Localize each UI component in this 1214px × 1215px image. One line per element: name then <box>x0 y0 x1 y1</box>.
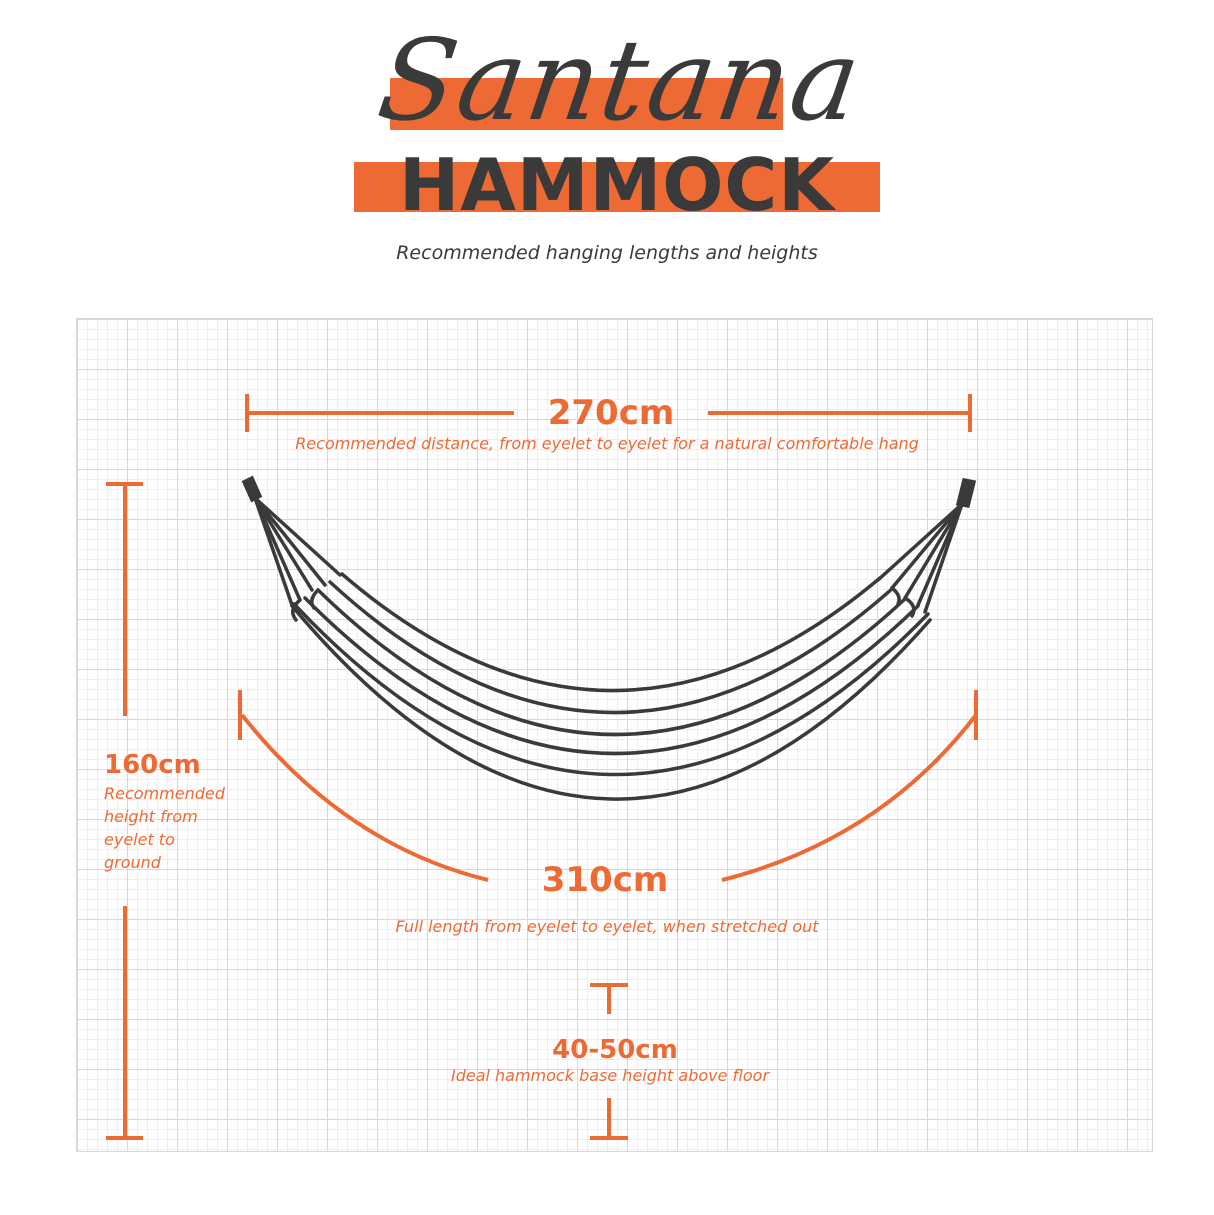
hanging-height-note-line: eyelet to <box>104 830 175 849</box>
hanging-height-note-line: height from <box>104 807 198 826</box>
base-height-value: 40-50cm <box>552 1035 678 1065</box>
eyelet-distance-note: Recommended distance, from eyelet to eyelet for a natural comfortable hang <box>295 434 919 453</box>
brand-block-title: HAMMOCK <box>398 143 836 227</box>
full-length-note: Full length from eyelet to eyelet, when stretched out <box>395 917 819 936</box>
page-subtitle: Recommended hanging lengths and heights <box>396 242 818 264</box>
hanging-height-note <box>104 782 264 874</box>
base-height-note: Ideal hammock base height above floor <box>450 1066 770 1085</box>
full-length-arc <box>240 690 976 880</box>
full-length-value: 310cm <box>541 860 669 900</box>
hammock-illustration <box>244 478 974 799</box>
hanging-height-note-line: Recommended <box>104 784 225 803</box>
brand-script-title: Santana <box>370 16 870 146</box>
left-eyelet-knot-icon <box>244 478 260 500</box>
eyelet-distance-value: 270cm <box>547 393 675 433</box>
right-eyelet-knot-icon <box>958 480 974 506</box>
hanging-height-note-line: ground <box>104 853 161 872</box>
hanging-height-value: 160cm <box>104 750 201 780</box>
